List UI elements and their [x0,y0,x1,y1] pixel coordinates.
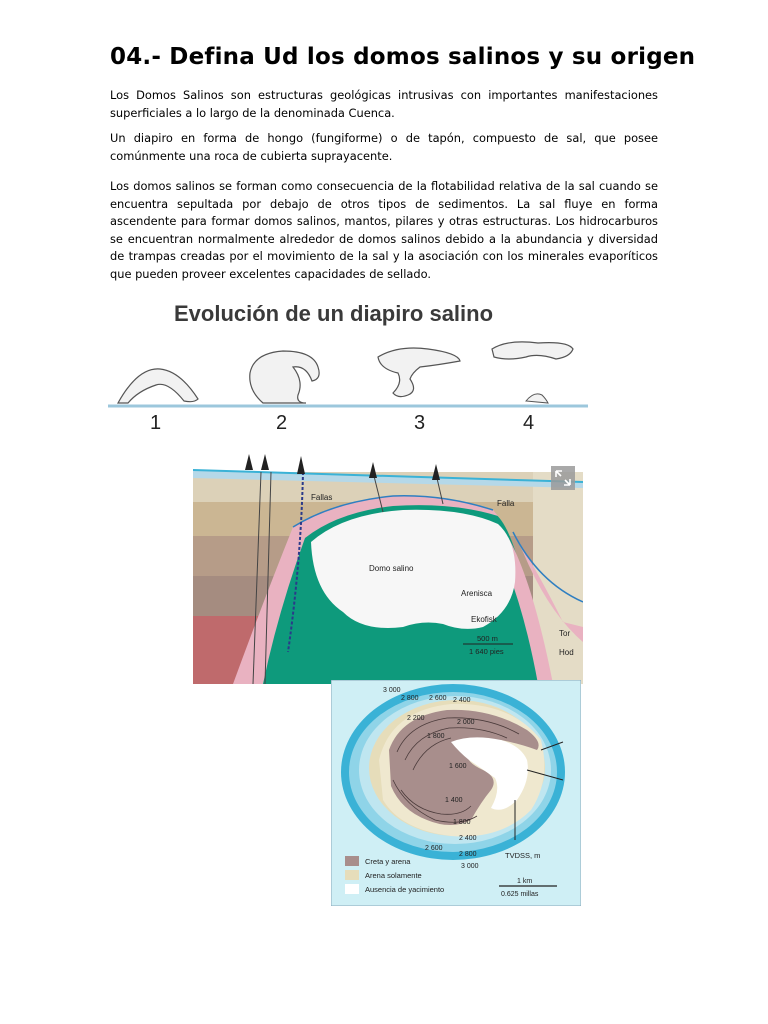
diapir-stage-4-top [492,342,573,359]
diapir-stage-1 [118,369,198,403]
contour-label: 1 800 [453,819,471,826]
contour-label: 3 000 [383,687,401,694]
label-domo-salino: Domo salino [369,564,414,573]
legend-swatch-none [345,884,359,894]
expand-icon[interactable] [551,466,575,490]
map-scale-km: 1 km [517,878,533,885]
label-falla: Falla [497,499,515,508]
page-title: 04.- Defina Ud los domos salinos y su origen [110,44,696,70]
contour-label: 2 600 [425,845,443,852]
contour-label: 1 800 [427,733,445,740]
stage-label-4: 4 [523,412,535,434]
label-tor: Tor [559,629,571,638]
scale-meters: 500 m [477,634,498,643]
figure-salt-dome-cross-section [193,452,583,684]
contour-label: 2 400 [453,697,471,704]
diapir-stage-2 [250,351,319,403]
label-arenisca: Arenisca [461,589,493,598]
paragraph-origin: Los domos salinos se forman como consecuencia de la flotabilidad relativa de la sal cuando se encuentra sepultada por debajo de otros tipos de sedimentos. La sal fluye en forma ascendente para formar domos salinos, mantos, pilares y otras estructuras. Los hidrocarburos se encuentran normalmente alrededor de domos salinos debido a la abundancia y diversidad de trampas creadas por el movimiento de la sal y la asociación con los minerales evaporíticos que pueden proveer excelentes capacidades de sellado. [110,179,658,281]
contour-label: 2 200 [407,715,425,722]
paragraph-diapir: Un diapiro en forma de hongo (fungiforme) o de tapón, compuesto de sal, que posee comúnmente una roca de cubierta suprayacente. [110,131,658,163]
legend-label-none: Ausencia de yacimiento [365,885,445,894]
contour-label: 2 600 [429,695,447,702]
stage-label-1: 1 [150,412,162,434]
figure-evolution-title: Evolución de un diapiro salino [174,301,494,326]
contour-label: 2 000 [457,719,475,726]
contour-label: 1 400 [445,797,463,804]
legend-label-sand: Arena solamente [365,871,422,880]
diapir-stage-3 [378,348,460,397]
figure-contour-map [331,680,581,906]
map-scale-miles: 0.625 millas [501,891,539,898]
legend-swatch-chalk [345,856,359,866]
paragraph-definition: Los Domos Salinos son estructuras geológicas intrusivas con importantes manifestaciones superficiales a lo largo de la denominada Cuenca. [110,88,658,120]
contour-label: 2 800 [459,851,477,858]
legend-label-chalk: Creta y arena [365,857,411,866]
contour-label: 3 000 [461,863,479,870]
contour-label: 2 400 [459,835,477,842]
figure-evolution-diapir [108,295,588,435]
contour-label: 2 800 [401,695,419,702]
label-hod: Hod [559,648,574,657]
scale-feet: 1 640 pies [469,647,504,656]
diapir-stage-4-remnant [526,394,548,403]
legend-swatch-sand [345,870,359,880]
stage-label-3: 3 [414,412,426,434]
contour-label: 1 600 [449,763,467,770]
label-ekofisk: Ekofisk [471,615,497,624]
map-units: TVDSS, m [505,851,541,860]
stage-label-2: 2 [276,412,288,434]
label-fallas: Fallas [311,493,333,502]
